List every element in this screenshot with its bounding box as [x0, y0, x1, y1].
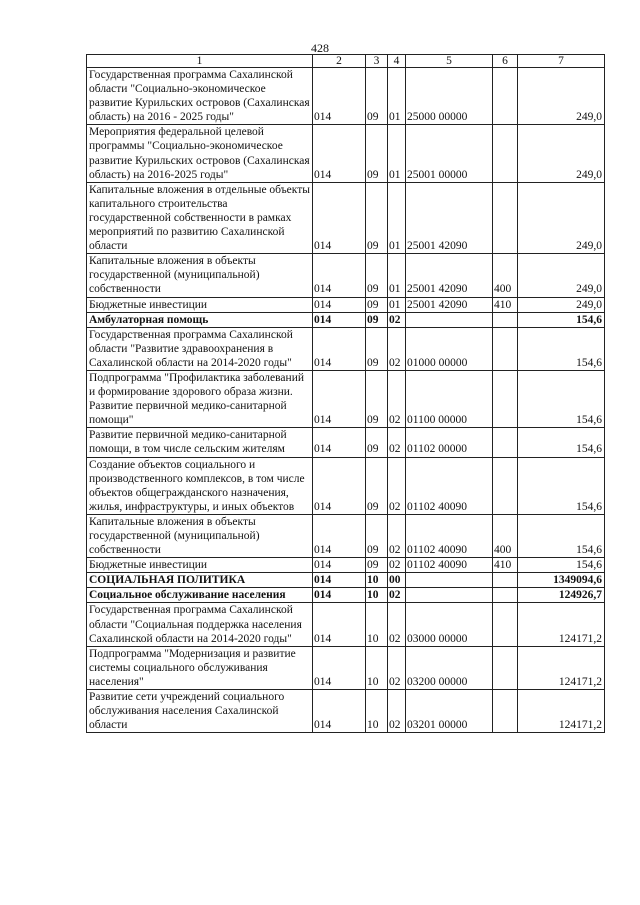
table-row — [87, 182, 605, 253]
expense-type-code — [493, 646, 518, 689]
subsection-code: 01 — [388, 125, 406, 182]
ved-code: 014 — [313, 68, 366, 125]
row-name: Амбулаторная помощь — [87, 312, 313, 327]
ved-code: 014 — [313, 327, 366, 370]
column-number: 2 — [313, 55, 366, 68]
amount: 249,0 — [518, 125, 605, 182]
amount: 154,6 — [518, 457, 605, 514]
subsection-code: 01 — [388, 297, 406, 312]
section-code: 09 — [366, 428, 388, 457]
subsection-code: 02 — [388, 514, 406, 557]
expense-type-code — [493, 588, 518, 603]
row-name: Государственная программа Сахалинской области "Социально-экономическое развитие Курильских островов (Сахалинская область) на 2016 - 2025 годы" — [87, 68, 313, 125]
section-code: 10 — [366, 690, 388, 733]
column-number: 5 — [406, 55, 493, 68]
target-article-code: 25001 42090 — [406, 297, 493, 312]
section-code: 09 — [366, 370, 388, 427]
table-row — [87, 428, 605, 457]
section-code: 09 — [366, 514, 388, 557]
target-article-code: 03200 00000 — [406, 646, 493, 689]
table-row — [87, 603, 605, 646]
target-article-code — [406, 312, 493, 327]
section-code: 10 — [366, 588, 388, 603]
row-name: Капитальные вложения в объекты государственной (муниципальной) собственности — [87, 254, 313, 297]
amount: 124171,2 — [518, 690, 605, 733]
ved-code: 014 — [313, 297, 366, 312]
amount: 249,0 — [518, 182, 605, 253]
target-article-code: 01102 40090 — [406, 457, 493, 514]
target-article-code: 01000 00000 — [406, 327, 493, 370]
subsection-code: 01 — [388, 254, 406, 297]
row-name: Мероприятия федеральной целевой программы "Социально-экономическое развитие Курильских островов (Сахалинская область) на 2016-2025 годы" — [87, 125, 313, 182]
ved-code: 014 — [313, 457, 366, 514]
subsection-code: 02 — [388, 603, 406, 646]
expense-type-code — [493, 125, 518, 182]
table-row — [87, 588, 605, 603]
section-code: 09 — [366, 297, 388, 312]
expense-type-code — [493, 603, 518, 646]
amount: 154,6 — [518, 327, 605, 370]
ved-code: 014 — [313, 573, 366, 588]
table-row — [87, 646, 605, 689]
row-name: Капитальные вложения в объекты государственной (муниципальной) собственности — [87, 514, 313, 557]
expense-type-code — [493, 182, 518, 253]
subsection-code: 02 — [388, 558, 406, 573]
ved-code: 014 — [313, 182, 366, 253]
ved-code: 014 — [313, 254, 366, 297]
table-row — [87, 125, 605, 182]
row-name: Подпрограмма "Профилактика заболеваний и формирование здорового образа жизни. Развитие первичной медико-санитарной помощи" — [87, 370, 313, 427]
column-number: 7 — [518, 55, 605, 68]
target-article-code — [406, 588, 493, 603]
subsection-code: 00 — [388, 573, 406, 588]
amount: 124171,2 — [518, 646, 605, 689]
section-code: 09 — [366, 68, 388, 125]
column-number: 3 — [366, 55, 388, 68]
expense-type-code — [493, 573, 518, 588]
amount: 249,0 — [518, 68, 605, 125]
subsection-code: 02 — [388, 646, 406, 689]
table-row — [87, 327, 605, 370]
target-article-code: 25001 42090 — [406, 182, 493, 253]
column-number-row — [87, 55, 605, 68]
expense-type-code: 400 — [493, 514, 518, 557]
row-name: Государственная программа Сахалинской области "Развитие здравоохранения в Сахалинской области на 2014-2020 годы" — [87, 327, 313, 370]
subsection-code: 01 — [388, 68, 406, 125]
section-code: 09 — [366, 457, 388, 514]
row-name: Создание объектов социального и производственного комплексов, в том числе объектов общегражданского назначения, жилья, инфраструктуры, и иных объектов — [87, 457, 313, 514]
column-number: 4 — [388, 55, 406, 68]
section-code: 10 — [366, 646, 388, 689]
amount: 124926,7 — [518, 588, 605, 603]
subsection-code: 02 — [388, 312, 406, 327]
target-article-code: 25000 00000 — [406, 68, 493, 125]
row-name: Развитие сети учреждений социального обслуживания населения Сахалинской области — [87, 690, 313, 733]
amount: 154,6 — [518, 428, 605, 457]
subsection-code: 02 — [388, 457, 406, 514]
section-code: 09 — [366, 125, 388, 182]
section-code: 09 — [366, 327, 388, 370]
budget-table — [86, 54, 605, 733]
amount: 154,6 — [518, 312, 605, 327]
amount: 249,0 — [518, 254, 605, 297]
ved-code: 014 — [313, 646, 366, 689]
page-number: 428 — [311, 41, 329, 55]
amount: 154,6 — [518, 558, 605, 573]
amount: 154,6 — [518, 514, 605, 557]
column-number: 1 — [87, 55, 313, 68]
table-row — [87, 254, 605, 297]
section-code: 09 — [366, 254, 388, 297]
ved-code: 014 — [313, 370, 366, 427]
row-name: Подпрограмма "Модернизация и развитие системы социального обслуживания населения" — [87, 646, 313, 689]
row-name: Бюджетные инвестиции — [87, 558, 313, 573]
expense-type-code — [493, 457, 518, 514]
subsection-code: 02 — [388, 690, 406, 733]
table-row — [87, 68, 605, 125]
ved-code: 014 — [313, 558, 366, 573]
amount: 124171,2 — [518, 603, 605, 646]
target-article-code: 25001 00000 — [406, 125, 493, 182]
expense-type-code — [493, 428, 518, 457]
ved-code: 014 — [313, 312, 366, 327]
expense-type-code: 400 — [493, 254, 518, 297]
table-row — [87, 558, 605, 573]
target-article-code: 03201 00000 — [406, 690, 493, 733]
section-code: 10 — [366, 573, 388, 588]
ved-code: 014 — [313, 690, 366, 733]
expense-type-code — [493, 370, 518, 427]
column-number: 6 — [493, 55, 518, 68]
subsection-code: 01 — [388, 182, 406, 253]
section-code: 09 — [366, 558, 388, 573]
table-row — [87, 690, 605, 733]
target-article-code: 01102 40090 — [406, 514, 493, 557]
row-name: СОЦИАЛЬНАЯ ПОЛИТИКА — [87, 573, 313, 588]
subsection-code: 02 — [388, 588, 406, 603]
subsection-code: 02 — [388, 327, 406, 370]
subsection-code: 02 — [388, 428, 406, 457]
ved-code: 014 — [313, 588, 366, 603]
table-row — [87, 370, 605, 427]
row-name: Государственная программа Сахалинской области "Социальная поддержка населения Сахалинской области на 2014-2020 годы" — [87, 603, 313, 646]
expense-type-code — [493, 68, 518, 125]
amount: 154,6 — [518, 370, 605, 427]
table-row — [87, 312, 605, 327]
ved-code: 014 — [313, 603, 366, 646]
target-article-code: 01102 40090 — [406, 558, 493, 573]
expense-type-code — [493, 312, 518, 327]
row-name: Капитальные вложения в отдельные объекты капитального строительства государственной собственности в рамках мероприятий по развитию Сахалинской области — [87, 182, 313, 253]
expense-type-code: 410 — [493, 558, 518, 573]
expense-type-code — [493, 690, 518, 733]
expense-type-code: 410 — [493, 297, 518, 312]
section-code: 10 — [366, 603, 388, 646]
target-article-code — [406, 573, 493, 588]
row-name: Социальное обслуживание населения — [87, 588, 313, 603]
amount: 249,0 — [518, 297, 605, 312]
subsection-code: 02 — [388, 370, 406, 427]
expense-type-code — [493, 327, 518, 370]
target-article-code: 25001 42090 — [406, 254, 493, 297]
row-name: Развитие первичной медико-санитарной помощи, в том числе сельским жителям — [87, 428, 313, 457]
target-article-code: 01102 00000 — [406, 428, 493, 457]
target-article-code: 01100 00000 — [406, 370, 493, 427]
target-article-code: 03000 00000 — [406, 603, 493, 646]
table-row — [87, 297, 605, 312]
table-row — [87, 457, 605, 514]
amount: 1349094,6 — [518, 573, 605, 588]
table-row — [87, 514, 605, 557]
ved-code: 014 — [313, 514, 366, 557]
section-code: 09 — [366, 182, 388, 253]
table-row — [87, 573, 605, 588]
ved-code: 014 — [313, 428, 366, 457]
section-code: 09 — [366, 312, 388, 327]
ved-code: 014 — [313, 125, 366, 182]
row-name: Бюджетные инвестиции — [87, 297, 313, 312]
